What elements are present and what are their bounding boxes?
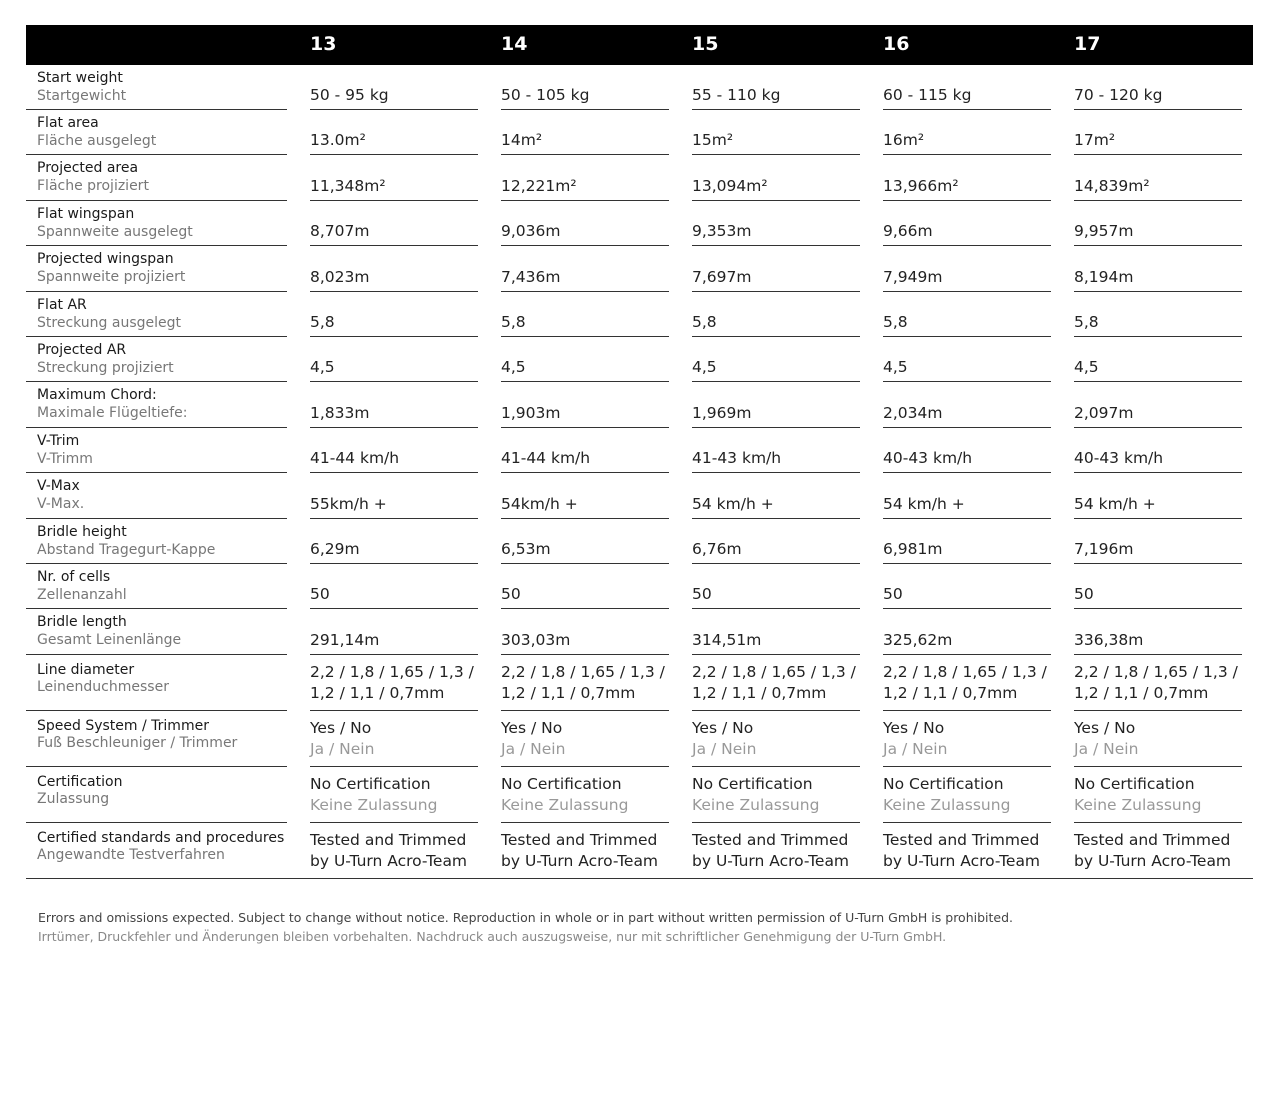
value-primary: 54 km/h +	[692, 495, 774, 513]
value-cell	[501, 201, 669, 246]
value-cell	[501, 564, 669, 609]
value-cell	[692, 337, 860, 382]
value-cell	[310, 655, 478, 711]
value-primary: 4,5	[1074, 358, 1099, 376]
value-secondary: Ja / Nein	[692, 740, 757, 758]
value-cell	[883, 110, 1051, 155]
value-cell	[501, 655, 669, 711]
value-primary: 4,5	[501, 358, 526, 376]
value-secondary: by U-Turn Acro-Team	[883, 852, 1041, 870]
value-primary: 55km/h +	[310, 495, 387, 513]
value-cell	[501, 246, 669, 292]
value-primary: 4,5	[883, 358, 908, 376]
row-label	[26, 564, 287, 609]
row-label-de: Spannweite projiziert	[37, 269, 186, 285]
value-primary: Tested and Trimmed	[310, 831, 467, 849]
value-primary: 40-43 km/h	[1074, 449, 1164, 467]
value-cell	[692, 246, 860, 292]
value-primary: 303,03m	[501, 631, 571, 649]
value-secondary: Ja / Nein	[310, 740, 375, 758]
value-cell	[883, 65, 1051, 110]
value-cell	[692, 155, 860, 201]
row-label-de: Fuß Beschleuniger / Trimmer	[37, 735, 238, 751]
value-primary: 41-44 km/h	[310, 449, 400, 467]
value-cell	[692, 655, 860, 711]
value-primary: Tested and Trimmed	[692, 831, 849, 849]
value-cell	[1074, 767, 1242, 823]
value-primary: 336,38m	[1074, 631, 1144, 649]
value-cell	[883, 655, 1051, 711]
value-primary: 2,097m	[1074, 404, 1134, 422]
table-row	[26, 382, 1253, 428]
value-cell	[501, 292, 669, 337]
row-label-de: Startgewicht	[37, 88, 127, 104]
value-cell	[883, 767, 1051, 823]
row-label-en: V-Trim	[37, 433, 80, 449]
value-cell	[1074, 609, 1242, 655]
value-primary: 17m²	[1074, 131, 1116, 149]
value-cell	[883, 609, 1051, 655]
value-primary: 16m²	[883, 131, 925, 149]
size-header-13: 13	[310, 33, 337, 55]
value-secondary: Ja / Nein	[1074, 740, 1139, 758]
row-label-en: Flat wingspan	[37, 206, 135, 222]
value-primary: 5,8	[883, 313, 908, 331]
value-primary: 9,957m	[1074, 222, 1134, 240]
value-cell	[310, 767, 478, 823]
value-cell	[310, 110, 478, 155]
table-row	[26, 823, 1253, 879]
value-cell	[501, 65, 669, 110]
value-cell	[310, 292, 478, 337]
row-label-de: Abstand Tragegurt-Kappe	[37, 542, 216, 558]
value-primary: Yes / No	[310, 719, 372, 737]
row-label-en: Certified standards and procedures	[37, 830, 285, 846]
size-header-17: 17	[1074, 33, 1101, 55]
value-cell	[692, 609, 860, 655]
value-primary: 1,969m	[692, 404, 752, 422]
value-cell	[883, 711, 1051, 767]
value-cell	[692, 292, 860, 337]
table-row	[26, 65, 1253, 110]
value-primary: 1,903m	[501, 404, 561, 422]
value-cell	[1074, 382, 1242, 428]
value-cell	[692, 110, 860, 155]
row-label	[26, 473, 287, 519]
value-primary: 7,436m	[501, 268, 561, 286]
table-header	[26, 25, 1253, 65]
value-primary: 13,094m²	[692, 177, 768, 195]
row-label	[26, 155, 287, 201]
value-cell	[310, 155, 478, 201]
value-primary: 50	[310, 585, 330, 603]
value-cell	[1074, 564, 1242, 609]
value-primary: 60 - 115 kg	[883, 86, 972, 104]
row-label-en: Nr. of cells	[37, 569, 111, 585]
value-primary: No Certification	[1074, 775, 1195, 793]
value-cell	[501, 767, 669, 823]
value-cell	[692, 823, 860, 879]
value-primary: 7,697m	[692, 268, 752, 286]
value-primary: 314,51m	[692, 631, 762, 649]
value-cell	[1074, 428, 1242, 473]
table-row	[26, 473, 1253, 519]
value-cell	[883, 473, 1051, 519]
value-primary: 2,2 / 1,8 / 1,65 / 1,3 /	[310, 663, 474, 681]
value-cell	[310, 519, 478, 564]
row-label-en: Projected wingspan	[37, 251, 174, 267]
value-secondary: 1,2 / 1,1 / 0,7mm	[1074, 684, 1209, 702]
row-label-de: Streckung projiziert	[37, 360, 174, 376]
value-primary: 9,66m	[883, 222, 933, 240]
value-primary: 6,76m	[692, 540, 742, 558]
value-cell	[1074, 201, 1242, 246]
value-cell	[310, 711, 478, 767]
value-primary: 55 - 110 kg	[692, 86, 781, 104]
size-header-15: 15	[692, 33, 719, 55]
value-secondary: Keine Zulassung	[501, 796, 629, 814]
value-cell	[1074, 655, 1242, 711]
value-cell	[501, 110, 669, 155]
value-primary: 50	[501, 585, 521, 603]
table-row	[26, 337, 1253, 382]
value-cell	[310, 564, 478, 609]
value-primary: 5,8	[310, 313, 335, 331]
value-primary: 6,53m	[501, 540, 551, 558]
value-primary: 8,707m	[310, 222, 370, 240]
value-primary: 2,2 / 1,8 / 1,65 / 1,3 /	[883, 663, 1047, 681]
value-cell	[501, 428, 669, 473]
value-primary: 4,5	[310, 358, 335, 376]
value-secondary: Ja / Nein	[883, 740, 948, 758]
row-label	[26, 655, 287, 711]
row-label-de: Zulassung	[37, 791, 110, 807]
value-cell	[692, 428, 860, 473]
value-cell	[310, 609, 478, 655]
value-primary: 8,023m	[310, 268, 370, 286]
value-cell	[692, 65, 860, 110]
value-primary: Yes / No	[501, 719, 563, 737]
value-cell	[883, 382, 1051, 428]
value-primary: 6,29m	[310, 540, 360, 558]
value-cell	[883, 823, 1051, 879]
value-primary: Tested and Trimmed	[501, 831, 658, 849]
value-cell	[692, 519, 860, 564]
value-secondary: 1,2 / 1,1 / 0,7mm	[501, 684, 636, 702]
value-primary: 50	[883, 585, 903, 603]
table-row	[26, 428, 1253, 473]
value-cell	[310, 473, 478, 519]
value-primary: No Certification	[310, 775, 431, 793]
value-primary: 11,348m²	[310, 177, 386, 195]
value-cell	[1074, 711, 1242, 767]
value-cell	[1074, 155, 1242, 201]
table-row	[26, 655, 1253, 711]
value-primary: 5,8	[1074, 313, 1099, 331]
row-label-en: Flat AR	[37, 297, 87, 313]
value-cell	[501, 382, 669, 428]
row-label-de: Streckung ausgelegt	[37, 315, 182, 331]
value-primary: 5,8	[501, 313, 526, 331]
table-row	[26, 155, 1253, 201]
row-label	[26, 823, 287, 879]
row-label	[26, 428, 287, 473]
row-label	[26, 246, 287, 292]
value-primary: No Certification	[692, 775, 813, 793]
value-primary: No Certification	[883, 775, 1004, 793]
value-cell	[310, 65, 478, 110]
value-primary: 54km/h +	[501, 495, 578, 513]
size-header-14: 14	[501, 33, 528, 55]
value-cell	[310, 201, 478, 246]
value-cell	[501, 823, 669, 879]
table-row	[26, 564, 1253, 609]
value-cell	[501, 155, 669, 201]
value-cell	[501, 609, 669, 655]
row-label-de: Fläche projiziert	[37, 178, 149, 194]
value-secondary: Keine Zulassung	[692, 796, 820, 814]
value-primary: 291,14m	[310, 631, 380, 649]
table-row	[26, 767, 1253, 823]
value-cell	[310, 428, 478, 473]
value-cell	[883, 292, 1051, 337]
value-primary: 70 - 120 kg	[1074, 86, 1163, 104]
value-primary: 50 - 95 kg	[310, 86, 389, 104]
table-row	[26, 609, 1253, 655]
table-row	[26, 711, 1253, 767]
value-secondary: Keine Zulassung	[1074, 796, 1202, 814]
value-primary: 6,981m	[883, 540, 943, 558]
row-label	[26, 292, 287, 337]
value-primary: 50 - 105 kg	[501, 86, 590, 104]
value-secondary: Keine Zulassung	[883, 796, 1011, 814]
value-secondary: 1,2 / 1,1 / 0,7mm	[883, 684, 1018, 702]
table-row	[26, 246, 1253, 292]
row-label-en: Line diameter	[37, 662, 135, 678]
value-cell	[1074, 110, 1242, 155]
row-label-en: Bridle height	[37, 524, 127, 540]
value-cell	[310, 382, 478, 428]
row-label-de: Leinenduchmesser	[37, 679, 169, 695]
row-label-de: Angewandte Testverfahren	[37, 847, 225, 863]
row-label	[26, 110, 287, 155]
value-primary: Yes / No	[1074, 719, 1136, 737]
row-label-de: Gesamt Leinenlänge	[37, 632, 182, 648]
value-cell	[501, 473, 669, 519]
disclaimer-en: Errors and omissions expected. Subject to change without notice. Reproduction in whole or in part without written permission of U-Turn GmbH is prohibited.	[38, 910, 1014, 925]
value-cell	[883, 246, 1051, 292]
value-primary: 2,2 / 1,8 / 1,65 / 1,3 /	[1074, 663, 1238, 681]
value-cell	[692, 767, 860, 823]
row-label-de: Fläche ausgelegt	[37, 133, 157, 149]
row-label-de: V-Max.	[37, 496, 85, 512]
value-secondary: by U-Turn Acro-Team	[1074, 852, 1232, 870]
value-primary: 9,353m	[692, 222, 752, 240]
value-primary: 2,2 / 1,8 / 1,65 / 1,3 /	[501, 663, 665, 681]
value-cell	[310, 337, 478, 382]
row-label-en: Bridle length	[37, 614, 127, 630]
value-cell	[883, 428, 1051, 473]
table-row	[26, 110, 1253, 155]
value-cell	[883, 201, 1051, 246]
value-secondary: Ja / Nein	[501, 740, 566, 758]
row-label-en: Speed System / Trimmer	[37, 718, 209, 734]
value-secondary: by U-Turn Acro-Team	[310, 852, 468, 870]
value-primary: 50	[692, 585, 712, 603]
value-primary: 4,5	[692, 358, 717, 376]
value-primary: No Certification	[501, 775, 622, 793]
value-cell	[692, 473, 860, 519]
disclaimer	[38, 910, 1013, 944]
row-label	[26, 337, 287, 382]
value-cell	[310, 246, 478, 292]
value-cell	[692, 564, 860, 609]
value-primary: 2,034m	[883, 404, 943, 422]
value-cell	[1074, 65, 1242, 110]
value-primary: 7,196m	[1074, 540, 1134, 558]
value-cell	[692, 201, 860, 246]
row-label	[26, 65, 287, 110]
value-cell	[1074, 246, 1242, 292]
disclaimer-de: Irrtümer, Druckfehler und Änderungen bleiben vorbehalten. Nachdruck auch auszugsweise, nur mit schriftlicher Genehmigung der U-Turn GmbH.	[38, 929, 947, 944]
value-cell	[692, 382, 860, 428]
row-label	[26, 711, 287, 767]
value-primary: 41-43 km/h	[692, 449, 782, 467]
value-primary: Yes / No	[883, 719, 945, 737]
row-label-en: Flat area	[37, 115, 99, 131]
value-secondary: Keine Zulassung	[310, 796, 438, 814]
value-primary: 325,62m	[883, 631, 953, 649]
value-primary: 40-43 km/h	[883, 449, 973, 467]
spec-table	[26, 25, 1253, 870]
table-row	[26, 201, 1253, 246]
value-cell	[1074, 473, 1242, 519]
row-label	[26, 609, 287, 655]
value-primary: 8,194m	[1074, 268, 1134, 286]
value-primary: Tested and Trimmed	[1074, 831, 1231, 849]
value-primary: 14m²	[501, 131, 543, 149]
value-cell	[501, 519, 669, 564]
value-primary: 7,949m	[883, 268, 943, 286]
value-cell	[1074, 292, 1242, 337]
value-primary: 15m²	[692, 131, 734, 149]
value-cell	[883, 155, 1051, 201]
size-header-16: 16	[883, 33, 910, 55]
row-label	[26, 519, 287, 564]
row-label-de: Spannweite ausgelegt	[37, 224, 193, 240]
value-secondary: 1,2 / 1,1 / 0,7mm	[310, 684, 445, 702]
row-label-en: V-Max	[37, 478, 80, 494]
value-primary: Yes / No	[692, 719, 754, 737]
value-cell	[501, 337, 669, 382]
value-primary: 13.0m²	[310, 131, 366, 149]
value-secondary: 1,2 / 1,1 / 0,7mm	[692, 684, 827, 702]
value-cell	[692, 711, 860, 767]
value-secondary: by U-Turn Acro-Team	[501, 852, 659, 870]
row-label-de: Maximale Flügeltiefe:	[37, 405, 188, 421]
value-cell	[883, 519, 1051, 564]
value-primary: 54 km/h +	[1074, 495, 1156, 513]
value-secondary: by U-Turn Acro-Team	[692, 852, 850, 870]
value-primary: Tested and Trimmed	[883, 831, 1040, 849]
value-cell	[310, 823, 478, 879]
value-primary: 41-44 km/h	[501, 449, 591, 467]
value-cell	[883, 564, 1051, 609]
value-primary: 2,2 / 1,8 / 1,65 / 1,3 /	[692, 663, 856, 681]
row-label-en: Projected AR	[37, 342, 127, 358]
row-label-en: Maximum Chord:	[37, 387, 157, 403]
table-row	[26, 519, 1253, 564]
row-label	[26, 767, 287, 823]
table-row	[26, 292, 1253, 337]
value-cell	[1074, 519, 1242, 564]
value-cell	[883, 337, 1051, 382]
row-label-en: Certification	[37, 774, 123, 790]
value-primary: 5,8	[692, 313, 717, 331]
value-primary: 12,221m²	[501, 177, 577, 195]
value-primary: 14,839m²	[1074, 177, 1150, 195]
table-bottom-rule	[26, 878, 1253, 879]
value-primary: 9,036m	[501, 222, 561, 240]
row-label-en: Start weight	[37, 70, 123, 86]
row-label-de: Zellenanzahl	[37, 587, 127, 603]
value-cell	[1074, 823, 1242, 879]
value-cell	[501, 711, 669, 767]
row-label-en: Projected area	[37, 160, 139, 176]
row-label	[26, 382, 287, 428]
value-primary: 50	[1074, 585, 1094, 603]
row-label	[26, 201, 287, 246]
row-label-de: V-Trimm	[37, 451, 93, 467]
value-primary: 13,966m²	[883, 177, 959, 195]
value-primary: 54 km/h +	[883, 495, 965, 513]
value-cell	[1074, 337, 1242, 382]
value-primary: 1,833m	[310, 404, 370, 422]
